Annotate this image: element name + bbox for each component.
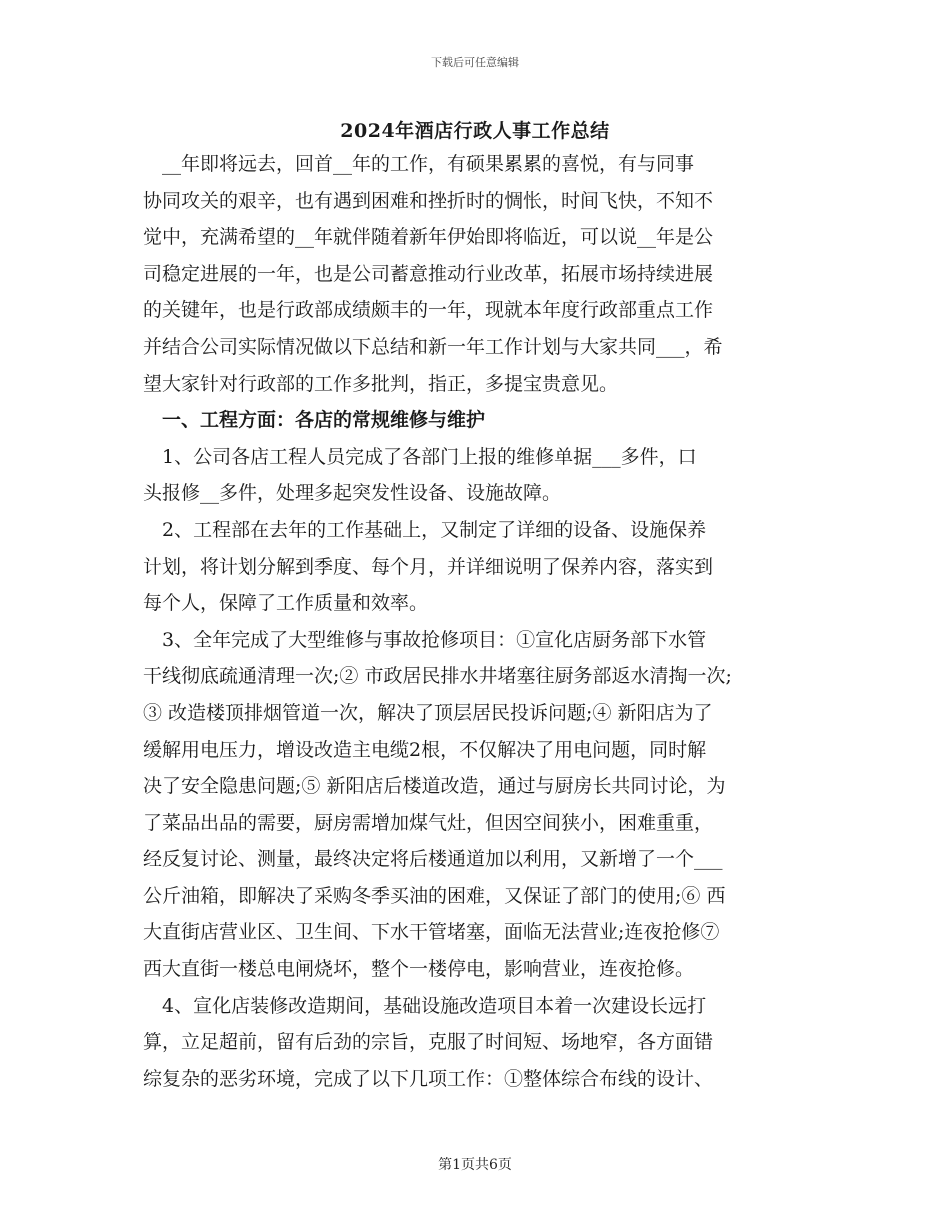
text-line: 综复杂的恶劣环境，完成了以下几项工作：①整体综合布线的设计、 [143,1067,714,1090]
document-body [143,146,810,1097]
text-line: 的关键年，也是行政部成绩颇丰的一年，现就本年度行政部重点工作 [143,299,714,322]
page-number: 第1页共6页 [438,1157,512,1173]
section-heading: 一、工程方面：各店的常规维修与维护 [143,409,486,432]
text-line: 每个人，保障了工作质量和效率。 [143,592,429,615]
text-line: 了菜品出品的需要，厨房需增加煤气灶，但因空间狭小，困难重重， [143,811,714,834]
text-line: 计划，将计划分解到季度、每个月，并详细说明了保养内容，落实到 [143,555,714,578]
text-line: 望大家针对行政部的工作多批判，指正，多提宝贵意见。 [143,372,619,395]
text-line: ③ 改造楼顶排烟管道一次，解决了顶层居民投诉问题;④ 新阳店为了 [143,701,713,724]
text-line: 并结合公司实际情况做以下总结和新一年工作计划与大家共同___，希 [143,335,723,358]
text-line: 算，立足超前，留有后劲的宗旨，克服了时间短、场地窄，各方面错 [143,1031,714,1054]
text-line: 司稳定进展的一年，也是公司蓄意推动行业改革，拓展市场持续进展 [143,262,714,285]
text-line: 决了安全隐患问题;⑤ 新阳店后楼道改造，通过与厨房长共同讨论，为 [143,775,726,798]
text-line: 公斤油箱，即解决了采购冬季买油的困难，又保证了部门的使用;⑥ 西 [143,884,726,907]
text-line: 4、宣化店装修改造期间，基础设施改造项目本着一次建设长远打 [143,994,707,1017]
text-line: 缓解用电压力，增设改造主电缆2根，不仅解决了用电问题，同时解 [143,738,707,761]
text-line: 3、全年完成了大型维修与事故抢修项目：①宣化店厨务部下水管 [143,628,707,651]
text-line: __年即将远去，回首__年的工作，有硕果累累的喜悦，有与同事 [143,153,695,175]
page-header-note: 下载后可任意编辑 [431,56,519,69]
text-line: 干线彻底疏通清理一次;② 市政居民排水井堵塞往厨务部返水清掏一次; [143,665,732,688]
text-line: 大直街店营业区、卫生间、下水干管堵塞，面临无法营业;连夜抢修⑦ [143,921,720,944]
text-line: 1、公司各店工程人员完成了各部门上报的维修单据___多件，口 [143,445,697,468]
text-line: 头报修__多件，处理多起突发性设备、设施故障。 [143,482,562,505]
document-title: 2024年酒店行政人事工作总结 [340,120,610,142]
text-line: 觉中，充满希望的__年就伴随着新年伊始即将临近，可以说__年是公 [143,226,714,249]
text-line: 协同攻关的艰辛，也有遇到困难和挫折时的惆怅，时间飞快，不知不 [143,189,714,212]
text-line: 经反复讨论、测量，最终决定将后楼通道加以利用，又新增了一个___ [143,848,723,871]
text-line: 2、工程部在去年的工作基础上，又制定了详细的设备、设施保养 [143,518,707,541]
text-line: 西大直街一楼总电闸烧坏，整个一楼停电，影响营业，连夜抢修。 [143,958,695,981]
